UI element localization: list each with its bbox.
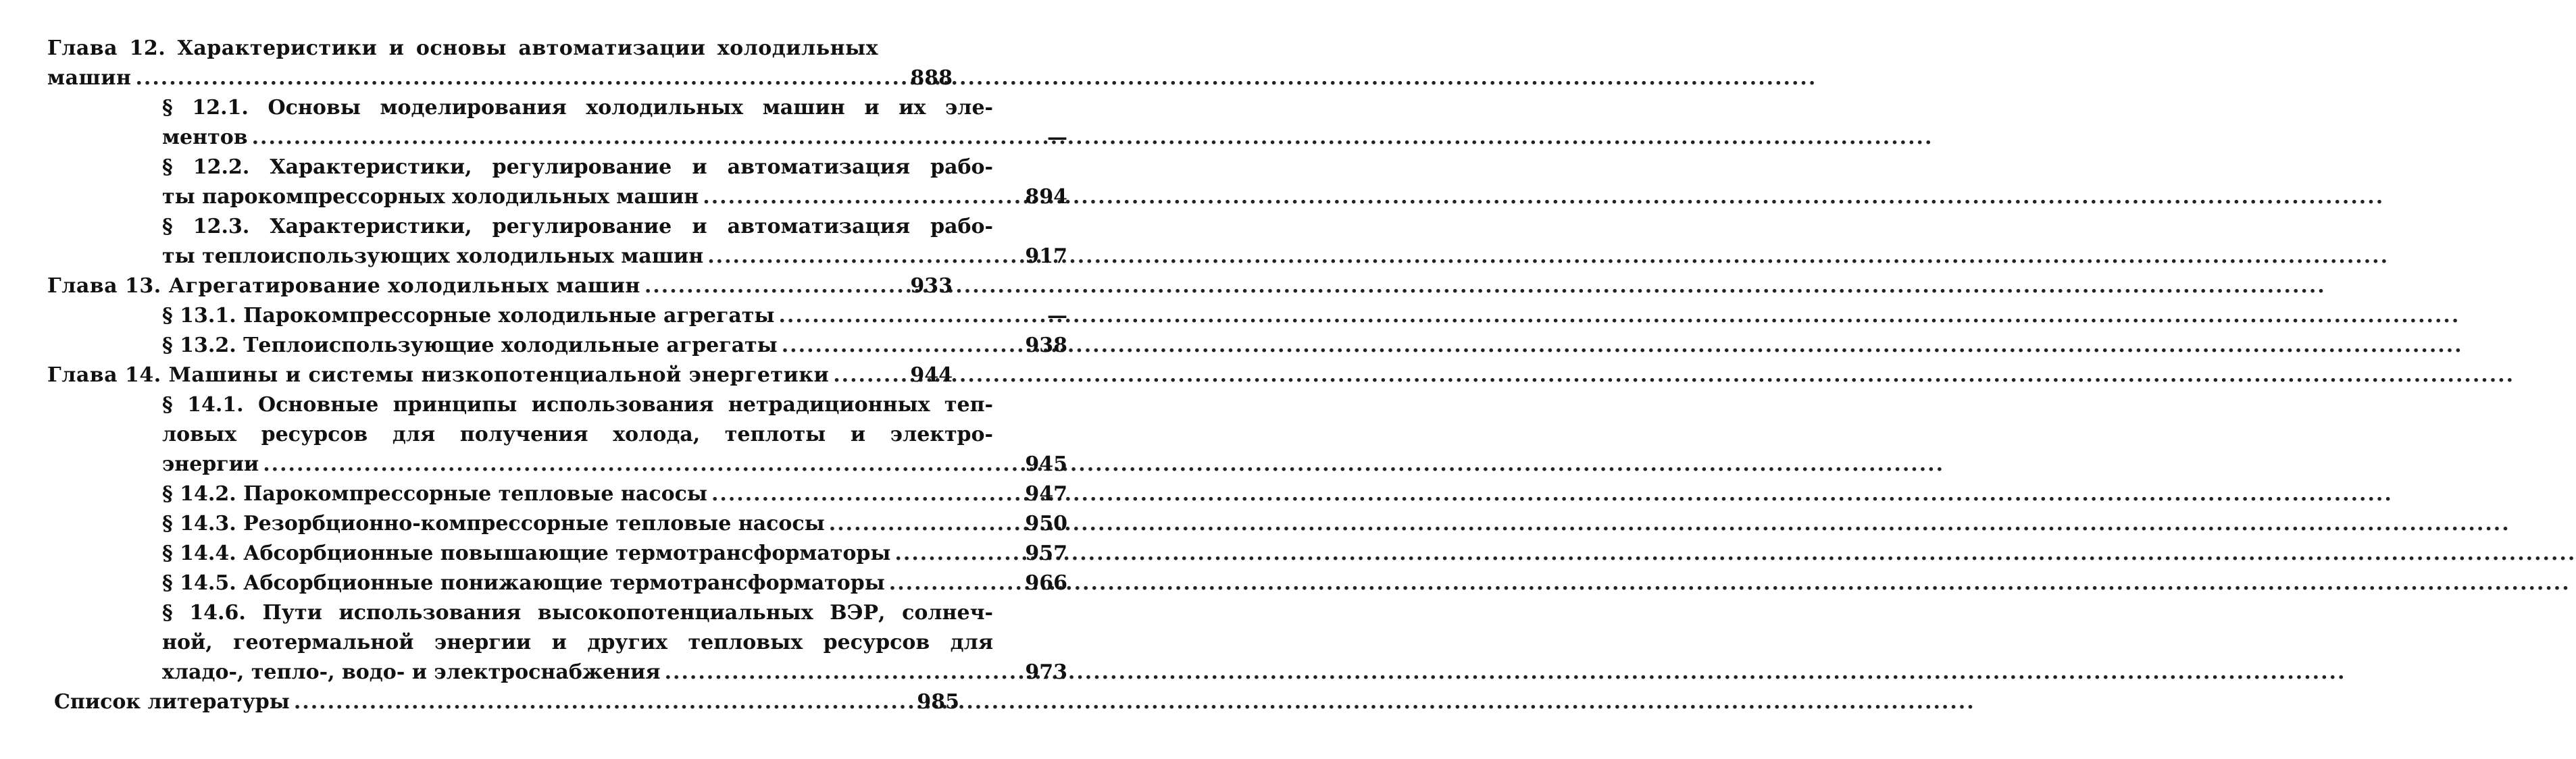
toc-entry-section-14-2 <box>47 479 1067 509</box>
toc-entry-line-text: Глава 13. Агрегатирование холодильных машин <box>47 274 640 298</box>
toc-entry-text <box>162 212 993 271</box>
toc-entry-line <box>162 658 993 687</box>
dot-leader <box>252 123 1934 153</box>
table-of-contents <box>47 34 1067 717</box>
dot-leader <box>707 242 2389 271</box>
toc-entry-line: Глава 12. Характеристики и основы автоматизации холодильных <box>47 36 878 60</box>
toc-entry-text <box>47 271 878 301</box>
toc-entry-line: § 14.6. Пути использования высокопотенциальных ВЭР, солнеч- <box>162 601 993 625</box>
toc-entry-section-12-2 <box>47 153 1067 212</box>
toc-entry-chapter-13 <box>47 271 966 301</box>
toc-entry-text <box>162 539 993 569</box>
toc-entry-line-text: Список литературы <box>54 690 290 714</box>
toc-entry-line: § 12.2. Характеристики, регулирование и автоматизация рабо- <box>162 155 993 179</box>
toc-entry-section-14-4 <box>47 539 1067 569</box>
toc-entry-chapter-14 <box>47 361 966 390</box>
page-number: 957 <box>1025 542 1067 565</box>
dot-leader <box>711 479 2393 509</box>
toc-entry-section-14-3 <box>47 509 1067 539</box>
toc-entry-text <box>162 479 993 509</box>
toc-entry-line <box>162 123 993 153</box>
toc-entry-line-text: § 14.5. Абсорбционные понижающие термотрансформаторы <box>162 571 885 595</box>
toc-entry-line: § 14.1. Основные принципы использования нетрадиционных теп- <box>162 393 993 417</box>
toc-entry-section-14-6 <box>47 598 1067 687</box>
toc-entry-line: ной, геотермальной энергии и других тепловых ресурсов для <box>162 631 993 654</box>
toc-entry-line <box>162 450 993 479</box>
toc-entry-section-14-1 <box>47 390 1067 479</box>
toc-entry-text <box>162 509 993 539</box>
toc-entry-text <box>47 361 878 390</box>
toc-entry-text <box>162 598 993 687</box>
toc-entry-line <box>162 539 993 569</box>
toc-entry-line <box>47 361 878 390</box>
toc-entry-section-13-2 <box>47 331 1067 361</box>
toc-entry-line-text: § 14.4. Абсорбционные повышающие термотрансформаторы <box>162 542 891 565</box>
dot-leader <box>829 509 2510 539</box>
toc-entry-section-12-1 <box>47 93 1067 153</box>
toc-entry-line <box>162 331 993 361</box>
toc-entry-line <box>47 63 878 93</box>
toc-entry-line: § 12.1. Основы моделирования холодильных машин и их эле- <box>162 96 993 120</box>
toc-entry-line <box>54 687 885 717</box>
toc-entry-line-text: ментов <box>162 126 248 149</box>
toc-entry-bibliography <box>47 687 966 717</box>
toc-entry-line-text: § 14.3. Резорбционно-компрессорные тепловые насосы <box>162 512 825 535</box>
toc-entry-line <box>162 479 993 509</box>
toc-entry-line <box>162 182 993 212</box>
page-number: 985 <box>917 690 959 714</box>
page-number: 944 <box>910 363 953 387</box>
toc-entry-text <box>162 301 993 331</box>
toc-entry-text <box>54 687 885 717</box>
page-number: 888 <box>910 66 953 90</box>
toc-entry-line <box>162 569 993 598</box>
toc-entry-line-text: ты теплоиспользующих холодильных машин <box>162 244 704 268</box>
page-number: 917 <box>1025 244 1067 268</box>
toc-entry-line-text: энергии <box>162 452 259 476</box>
dot-leader <box>263 450 1944 479</box>
dot-leader <box>703 182 2384 212</box>
toc-entry-chapter-12 <box>47 34 966 93</box>
dot-leader <box>135 63 1817 93</box>
toc-entry-line <box>162 242 993 271</box>
page-number: — <box>1047 126 1067 149</box>
toc-entry-section-14-5 <box>47 569 1067 598</box>
page-number: 894 <box>1025 185 1067 209</box>
page-number: 966 <box>1025 571 1067 595</box>
toc-entry-line-text: ты парокомпрессорных холодильных машин <box>162 185 699 209</box>
toc-entry-line <box>162 509 993 539</box>
toc-entry-text <box>162 569 993 598</box>
toc-entry-text <box>162 153 993 212</box>
dot-leader <box>665 658 2346 687</box>
page-number: — <box>1047 304 1067 328</box>
toc-entry-line <box>162 301 993 331</box>
toc-entry-text <box>47 34 878 93</box>
toc-entry-line-text: машин <box>47 66 132 90</box>
toc-entry-line-text: § 14.2. Парокомпрессорные тепловые насосы <box>162 482 707 506</box>
toc-entry-line-text: хладо-, тепло-, водо- и электроснабжения <box>162 660 661 684</box>
toc-entry-section-12-3 <box>47 212 1067 271</box>
toc-entry-section-13-1 <box>47 301 1067 331</box>
dot-leader <box>833 361 2515 390</box>
page-number: 950 <box>1025 512 1067 535</box>
page-number: 973 <box>1025 660 1067 684</box>
page-number: 938 <box>1025 334 1067 357</box>
toc-entry-line-text: § 13.2. Теплоиспользующие холодильные агрегаты <box>162 334 778 357</box>
toc-entry-line-text: § 13.1. Парокомпрессорные холодильные агрегаты <box>162 304 775 328</box>
toc-entry-line: ловых ресурсов для получения холода, теплоты и электро- <box>162 423 993 446</box>
page-number: 933 <box>910 274 953 298</box>
dot-leader <box>294 687 1975 717</box>
toc-entry-line: § 12.3. Характеристики, регулирование и автоматизация рабо- <box>162 215 993 238</box>
toc-entry-line-text: Глава 14. Машины и системы низкопотенциальной энергетики <box>47 363 830 387</box>
toc-entry-text <box>162 93 993 153</box>
dot-leader <box>889 569 2571 598</box>
toc-entry-line <box>47 271 878 301</box>
toc-entry-text <box>162 390 993 479</box>
page-number: 947 <box>1025 482 1067 506</box>
dot-leader <box>894 539 2576 569</box>
page-number: 945 <box>1025 452 1067 476</box>
toc-entry-text <box>162 331 993 361</box>
